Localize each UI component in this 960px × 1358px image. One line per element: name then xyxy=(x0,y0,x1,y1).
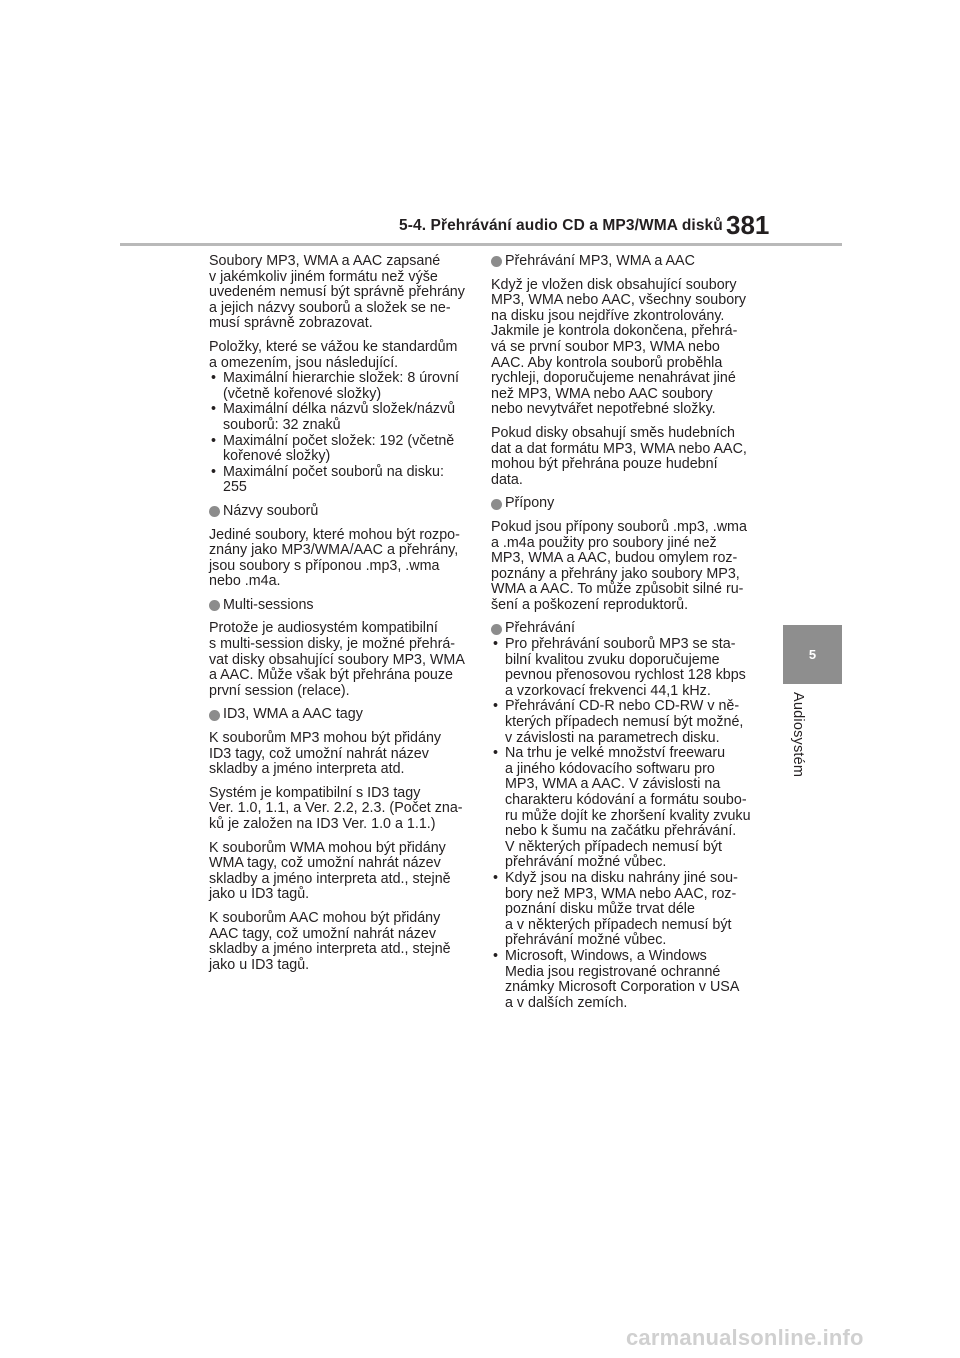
list-item: • Maximální počet souborů na disku: 255 xyxy=(209,465,469,496)
bullet-dot-icon xyxy=(491,256,502,267)
chapter-tab xyxy=(783,625,842,684)
heading-text: Názvy souborů xyxy=(223,502,319,519)
heading-text: Přehrávání MP3, WMA a AAC xyxy=(505,253,695,269)
bullet-dot-icon xyxy=(491,499,502,510)
paragraph: Když je vložen disk obsahující soubory MP3, WMA nebo AAC, všechny soubory na disku jsou nejdříve zkontrolovány. Jakmile je kontrola dokončena, přehrá- vá se první soubor MP3, WMA nebo AAC. Aby kontrola souborů proběhla rychleji, doporučujeme nenahrávat jiné než MP3, WMA nebo AAC soubory nebo nevytvářet nepotřebné složky. xyxy=(491,276,747,418)
paragraph: Položky, které se vážou ke standardům a omezením, jsou následující. xyxy=(209,338,458,371)
left-column xyxy=(209,254,469,981)
section-heading xyxy=(491,496,751,512)
chapter-number: 5 xyxy=(808,647,817,662)
right-column xyxy=(491,254,751,1019)
section-heading xyxy=(491,254,751,270)
section-heading xyxy=(209,504,469,520)
paragraph: K souborům MP3 mohou být přidány ID3 tagy, což umožní nahrát název skladby a jméno interpreta atd. xyxy=(209,730,442,778)
header-rule xyxy=(120,243,842,246)
section-heading xyxy=(209,598,469,614)
list-item: • Pro přehrávání souborů MP3 se sta- bilní kvalitou zvuku doporučujeme pevnou přenosovou rychlost 128 kbps a vzorkovací frekvenci 44,1 kHz. xyxy=(491,637,751,699)
list-item: • Microsoft, Windows, a Windows Media jsou registrované ochranné známky Microsoft Corporation v USA a v dalších zemích. xyxy=(491,949,751,1011)
section-heading xyxy=(491,621,751,637)
paragraph: K souborům AAC mohou být přidány AAC tagy, což umožní nahrát název skladby a jméno interpreta atd., stejně jako u ID3 tagů. xyxy=(209,909,451,973)
list-item: • Maximální počet složek: 192 (včetně kořenové složky) xyxy=(209,434,469,465)
paragraph: Systém je kompatibilní s ID3 tagy Ver. 1.0, 1.1, a Ver. 2.2, 2.3. (Počet zna- ků je založen na ID3 Ver. 1.0 a 1.1.) xyxy=(209,784,463,832)
paragraph: Jediné soubory, které mohou být rozpo- znány jako MP3/WMA/AAC a přehrány, jsou soubory s příponou .mp3, .wma nebo .m4a. xyxy=(209,526,460,590)
playback-list xyxy=(491,637,751,1011)
bullet-dot-icon xyxy=(209,600,220,611)
paragraph: Soubory MP3, WMA a AAC zapsané v jakémkoliv jiném formátu než výše uvedeném nemusí být správně přehrány a jejich názvy souborů a složek se ne- musí správně zobrazovat. xyxy=(209,253,465,332)
heading-text: Multi-sessions xyxy=(223,596,314,613)
list-item: • Maximální délka názvů složek/názvů souborů: 32 znaků xyxy=(209,402,469,433)
bullet-dot-icon xyxy=(209,506,220,517)
bullet-dot-icon xyxy=(491,624,502,635)
list-item: • Na trhu je velké množství freewaru a jiného kódovacího softwaru pro MP3, WMA a AAC. V závislosti na charakteru kódování a formátu soubo- ru může dojít ke zhoršení kvality zvuku nebo k šumu na začátku přehrávání. V některých případech nemusí být přehrávání možné vůbec. xyxy=(491,746,751,871)
list-item: • Když jsou na disku nahrány jiné sou- bory než MP3, WMA nebo AAC, roz- poznání disku může trvat déle a v některých případech nemusí být přehrávání možné vůbec. xyxy=(491,871,751,949)
paragraph: Pokud disky obsahují směs hudebních dat a dat formátu MP3, WMA nebo AAC, mohou být přehrána pouze hudební data. xyxy=(491,424,747,488)
section-title: 5-4. Přehrávání audio CD a MP3/WMA disků xyxy=(399,217,723,234)
limits-list xyxy=(209,371,469,496)
heading-text: Přípony xyxy=(505,495,555,512)
chapter-label: Audiosystém xyxy=(790,692,806,778)
page-number: 381 xyxy=(726,210,770,240)
heading-text: Přehrávání xyxy=(505,620,575,637)
paragraph: K souborům WMA mohou být přidány WMA tagy, což umožní nahrát název skladby a jméno interpreta atd., stejně jako u ID3 tagů. xyxy=(209,839,451,903)
section-heading xyxy=(209,707,469,723)
list-item: • Maximální hierarchie složek: 8 úrovní (včetně kořenové složky) xyxy=(209,371,469,402)
watermark: carmanualsonline.info xyxy=(626,1325,864,1350)
heading-text: ID3, WMA a AAC tagy xyxy=(223,706,363,723)
paragraph: Protože je audiosystém kompatibilní s multi-session disky, je možné přehrá- vat disky obsahující soubory MP3, WMA a AAC. Může však být přehrána pouze první session (relace). xyxy=(209,620,465,699)
list-item: • Přehrávání CD-R nebo CD-RW v ně- kterých případech nemusí být možné, v závislosti na parametrech disku. xyxy=(491,699,751,746)
paragraph: Pokud jsou přípony souborů .mp3, .wma a .m4a použity pro soubory jiné než MP3, WMA a AAC, budou omylem roz- poznány a přehrány jako soubory MP3, WMA a AAC. To může způsobit silné ru- šení a poškození reproduktorů. xyxy=(491,518,747,613)
bullet-dot-icon xyxy=(209,710,220,721)
